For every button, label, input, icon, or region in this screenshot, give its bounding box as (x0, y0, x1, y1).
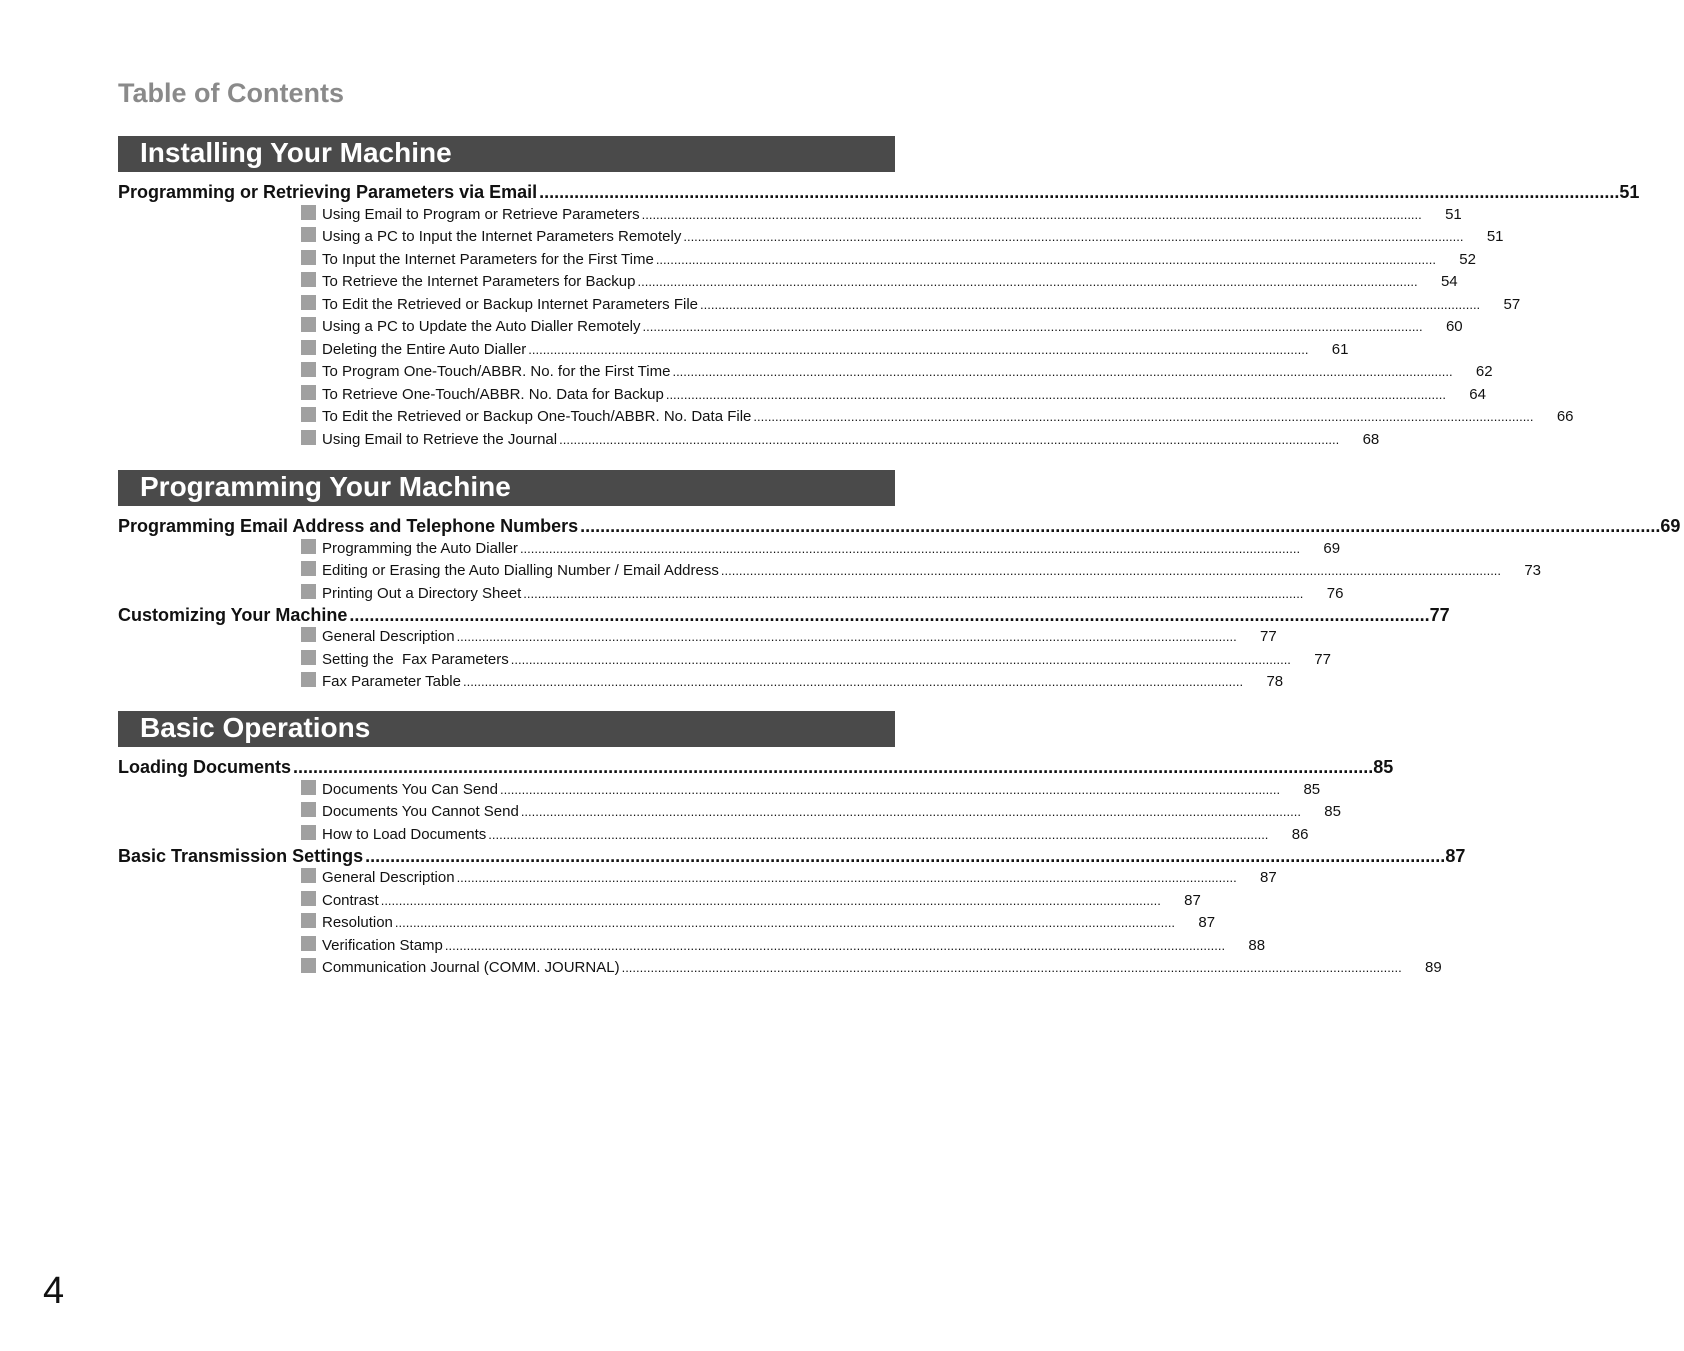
leader-dots (395, 915, 1175, 930)
entry-label: General Description (322, 628, 455, 646)
leader-dots (463, 674, 1243, 689)
entry-page: 54 (1440, 273, 1458, 291)
chapter-page: 51 (1619, 182, 1640, 202)
entry-label: Fax Parameter Table (322, 673, 461, 691)
toc-entry[interactable] (301, 957, 1442, 980)
toc-entry[interactable] (301, 293, 1521, 316)
entry-label: To Edit the Retrieved or Backup Internet Parameters File (322, 295, 699, 313)
square-bullet-icon (301, 250, 316, 265)
leader-dots (753, 409, 1533, 424)
section-installing (118, 136, 1640, 451)
toc-chapter[interactable] (118, 845, 1466, 867)
toc-entry[interactable] (301, 226, 1504, 249)
entry-page: 62 (1475, 363, 1493, 381)
entry-label: Editing or Erasing the Auto Dialling Number / Email Address (322, 562, 719, 580)
entry-label: To Edit the Retrieved or Backup One-Touch/ABBR. No. Data File (322, 408, 752, 426)
square-bullet-icon (301, 584, 316, 599)
entry-label: Contrast (322, 891, 379, 909)
toc-entry[interactable] (301, 406, 1574, 429)
section-basic-operations (118, 711, 1466, 979)
toc-entry[interactable] (301, 671, 1284, 694)
entry-page: 85 (1324, 803, 1341, 821)
entry-page: 86 (1291, 825, 1309, 843)
page-number: 4 (43, 1270, 65, 1312)
entry-page: 52 (1459, 250, 1476, 268)
leader-dots (666, 387, 1446, 402)
toc-entry[interactable] (301, 823, 1309, 846)
square-bullet-icon (301, 317, 316, 332)
leader-dots (559, 432, 1339, 447)
entry-page: 77 (1314, 650, 1331, 668)
square-bullet-icon (301, 561, 316, 576)
square-bullet-icon (301, 825, 316, 840)
leader-dots (683, 229, 1463, 244)
square-bullet-icon (301, 780, 316, 795)
chapter-page: 87 (1445, 845, 1466, 866)
square-bullet-icon (301, 958, 316, 973)
toc-entry[interactable] (301, 338, 1349, 361)
entry-page: 68 (1362, 430, 1380, 448)
toc-chapter[interactable] (118, 757, 1394, 778)
square-bullet-icon (301, 295, 316, 310)
entry-label: Using Email to Program or Retrieve Parameters (322, 205, 640, 223)
page-title: Table of Contents (118, 78, 344, 108)
entry-label: Programming the Auto Dialler (322, 539, 518, 557)
entry-label: To Input the Internet Parameters for the First Time (322, 250, 654, 268)
toc-entry[interactable] (301, 867, 1277, 890)
section-programming (118, 470, 1681, 693)
toc-entry[interactable] (301, 648, 1331, 671)
leader-dots (511, 652, 1291, 667)
leader-dots (349, 605, 1429, 626)
toc-entry[interactable] (301, 778, 1321, 801)
toc-entry[interactable] (301, 428, 1380, 451)
leader-dots (528, 342, 1308, 357)
chapter-label: Basic Transmission Settings (118, 845, 364, 866)
toc-entry[interactable] (301, 361, 1493, 384)
entry-page: 88 (1248, 936, 1266, 954)
leader-dots (488, 827, 1268, 842)
toc-entry[interactable] (301, 560, 1542, 583)
leader-dots (580, 516, 1660, 537)
leader-dots (365, 846, 1445, 867)
leader-dots (293, 757, 1373, 778)
entry-page: 87 (1184, 891, 1201, 909)
chapter-page: 85 (1373, 757, 1394, 777)
toc-entry[interactable] (301, 801, 1341, 824)
square-bullet-icon (301, 272, 316, 287)
square-bullet-icon (301, 868, 316, 883)
chapter-page: 69 (1660, 516, 1681, 536)
leader-dots (539, 182, 1619, 203)
entry-page: 78 (1266, 673, 1284, 691)
entry-page: 87 (1260, 869, 1277, 887)
square-bullet-icon (301, 407, 316, 422)
leader-dots (457, 629, 1237, 644)
entry-label: Using a PC to Update the Auto Dialler Remotely (322, 318, 641, 336)
toc-entry[interactable] (301, 934, 1266, 957)
section-banner: Installing Your Machine (118, 136, 895, 172)
toc-chapter[interactable] (118, 182, 1640, 203)
entry-page: 73 (1524, 562, 1542, 580)
toc-entry[interactable] (301, 383, 1486, 406)
leader-dots (521, 804, 1301, 819)
entry-page: 89 (1425, 959, 1442, 977)
entry-label: Using a PC to Input the Internet Parameters Remotely (322, 228, 682, 246)
toc-entry[interactable] (301, 889, 1201, 912)
leader-dots (672, 364, 1452, 379)
square-bullet-icon (301, 539, 316, 554)
leader-dots (457, 870, 1237, 885)
section-banner: Programming Your Machine (118, 470, 895, 506)
entry-page: 61 (1331, 340, 1349, 358)
square-bullet-icon (301, 802, 316, 817)
entry-page: 85 (1303, 780, 1321, 798)
square-bullet-icon (301, 672, 316, 687)
chapter-label: Programming or Retrieving Parameters via Email (118, 182, 538, 202)
entry-label: Documents You Cannot Send (322, 803, 519, 821)
leader-dots (520, 541, 1300, 556)
entry-label: General Description (322, 869, 455, 887)
entry-page: 51 (1445, 205, 1462, 223)
entry-label: To Retrieve the Internet Parameters for Backup (322, 273, 636, 291)
entry-label: Printing Out a Directory Sheet (322, 584, 522, 602)
square-bullet-icon (301, 362, 316, 377)
entry-label: To Program One-Touch/ABBR. No. for the First Time (322, 363, 671, 381)
leader-dots (523, 586, 1303, 601)
leader-dots (721, 563, 1501, 578)
entry-label: Communication Journal (COMM. JOURNAL) (322, 959, 620, 977)
entry-page: 60 (1445, 318, 1463, 336)
toc-entry[interactable] (301, 203, 1462, 226)
toc-entry[interactable] (301, 537, 1341, 560)
toc-entry[interactable] (301, 626, 1277, 649)
leader-dots (622, 960, 1402, 975)
square-bullet-icon (301, 913, 316, 928)
entry-page: 76 (1326, 584, 1344, 602)
square-bullet-icon (301, 227, 316, 242)
entry-page: 87 (1198, 914, 1216, 932)
leader-dots (643, 319, 1423, 334)
entry-page: 57 (1503, 295, 1521, 313)
section-banner: Basic Operations (118, 711, 895, 747)
chapter-label: Loading Documents (118, 757, 292, 777)
square-bullet-icon (301, 340, 316, 355)
toc-entry[interactable] (301, 248, 1476, 271)
entry-page: 69 (1323, 539, 1341, 557)
toc-chapter[interactable] (118, 516, 1681, 537)
square-bullet-icon (301, 891, 316, 906)
entry-label: Setting the Fax Parameters (322, 650, 509, 668)
entry-label: How to Load Documents (322, 825, 487, 843)
entry-label: Verification Stamp (322, 936, 443, 954)
entry-page: 51 (1486, 228, 1504, 246)
toc-entry[interactable] (301, 582, 1344, 605)
chapter-label: Programming Email Address and Telephone Numbers (118, 516, 579, 536)
leader-dots (642, 207, 1422, 222)
entry-label: Resolution (322, 914, 393, 932)
square-bullet-icon (301, 936, 316, 951)
chapter-label: Customizing Your Machine (118, 604, 348, 625)
chapter-page: 77 (1429, 604, 1450, 625)
entry-label: Deleting the Entire Auto Dialler (322, 340, 527, 358)
leader-dots (381, 893, 1161, 908)
entry-page: 66 (1556, 408, 1574, 426)
entry-label: Using Email to Retrieve the Journal (322, 430, 558, 448)
toc-chapter[interactable] (118, 604, 1450, 626)
leader-dots (656, 252, 1436, 267)
entry-page: 77 (1260, 628, 1277, 646)
square-bullet-icon (301, 627, 316, 642)
square-bullet-icon (301, 430, 316, 445)
leader-dots (700, 297, 1480, 312)
leader-dots (445, 938, 1225, 953)
toc-entry[interactable] (301, 912, 1216, 935)
square-bullet-icon (301, 385, 316, 400)
square-bullet-icon (301, 205, 316, 220)
entry-label: Documents You Can Send (322, 780, 498, 798)
toc-entry[interactable] (301, 316, 1463, 339)
square-bullet-icon (301, 650, 316, 665)
leader-dots (500, 782, 1280, 797)
leader-dots (637, 274, 1417, 289)
entry-label: To Retrieve One-Touch/ABBR. No. Data for Backup (322, 385, 664, 403)
entry-page: 64 (1469, 385, 1486, 403)
toc-entry[interactable] (301, 271, 1458, 294)
